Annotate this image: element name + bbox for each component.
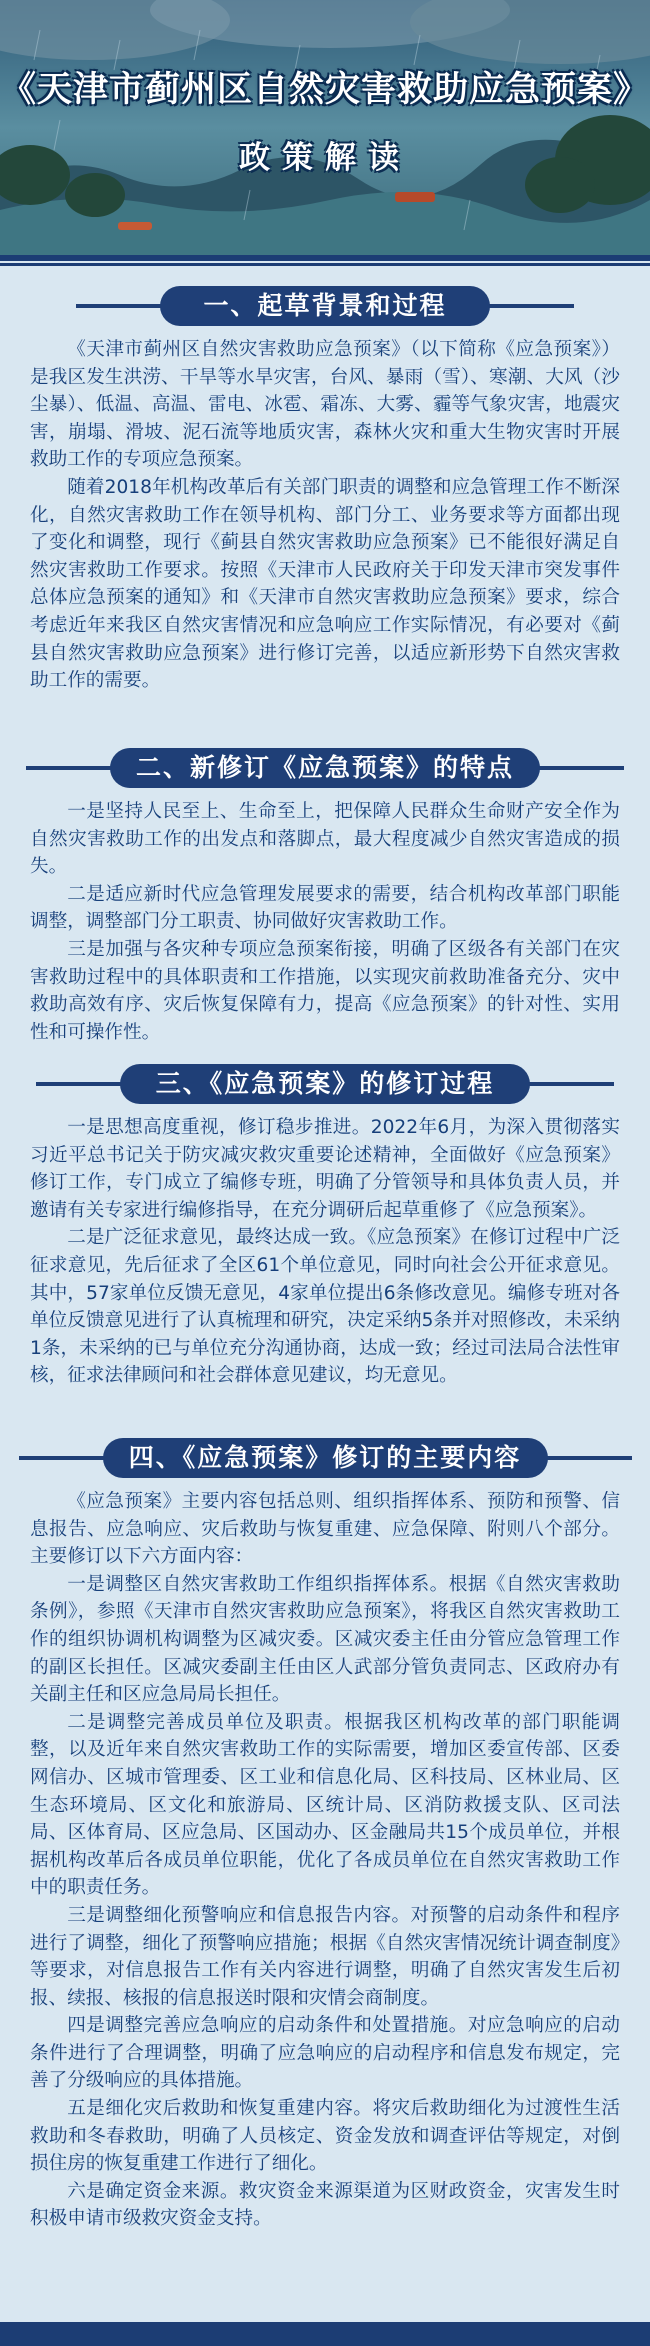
paragraph: 一是调整区自然灾害救助工作组织指挥体系。根据《自然灾害救助条例》，参照《天津市自然灾害救助应急预案》，将我区自然灾害救助工作的组织协调机构调整为区减灾委。区减灾委主任由分管应急管理工作的副区长担任。区减灾委副主任由区人武部分管负责同志、区政府办有关副主任和区应急局局长担任。 <box>30 1573 620 1706</box>
section-heading: 一、起草背景和过程 <box>160 286 490 326</box>
page-title: 《天津市蓟州区自然灾害救助应急预案》 <box>0 70 649 110</box>
paragraph: 二是调整完善成员单位及职责。根据我区机构改革的部门职能调整，以及近年来自然灾害救助工作的实际需要，增加区委宣传部、区委网信办、区城市管理委、区工业和信息化局、区科技局、区林业局、区生态环境局、区文化和旅游局、区统计局、区消防救援支队、区司法局、区体育局、区应急局、区国动办、区金融局共15个成员单位，并根据机构改革后各成员单位职能，优化了各成员单位在自然灾害救助工作中的职责任务。 <box>30 1711 620 1899</box>
paragraph: 三是加强与各灾种专项应急预案衔接，明确了区级各有关部门在灾害救助过程中的具体职责和工作措施，以实现灾前救助准备充分、灾中救助高效有序、灾后恢复保障有力，提高《应急预案》的针对性、实用性和可操作性。 <box>30 938 620 1043</box>
section-features <box>30 748 620 1046</box>
flood-illustration <box>0 0 650 255</box>
paragraph: 随着2018年机构改革后有关部门职责的调整和应急管理工作不断深化，自然灾害救助工作在领导机构、部门分工、业务要求等方面都出现了变化和调整，现行《蓟县自然灾害救助应急预案》已不能很好满足自然灾害救助工作要求。按照《天津市人民政府关于印发天津市突发事件总体应急预案的通知》和《天津市自然灾害救助应急预案》要求，综合考虑近年来我区自然灾害情况和应急响应工作实际情况，有必要对《蓟县自然灾害救助应急预案》进行修订完善，以适应新形势下自然灾害救助工作的需要。 <box>30 476 620 692</box>
paragraph: 六是确定资金来源。救灾资金来源渠道为区财政资金，灾害发生时积极申请市级救灾资金支持。 <box>30 2180 620 2230</box>
paragraph: 一是坚持人民至上、生命至上，把保障人民群众生命财产安全作为自然灾害救助工作的出发点和落脚点，最大程度减少自然灾害造成的损失。 <box>30 801 620 878</box>
section-heading: 二、新修订《应急预案》的特点 <box>110 748 540 788</box>
paragraph: 三是调整细化预警响应和信息报告内容。对预警的启动条件和程序进行了调整，细化了预警响应措施；根据《自然灾害情况统计调查制度》等要求，对信息报告工作有关内容进行调整，明确了自然灾害发生后初报、续报、核报的信息报送时限和灾情会商制度。 <box>30 1904 620 2009</box>
section-heading: 四、《应急预案》修订的主要内容 <box>103 1438 548 1478</box>
section-background <box>30 286 620 695</box>
footer-bar <box>0 2322 650 2346</box>
paragraph: 五是细化灾后救助和恢复重建内容。将灾后救助细化为过渡性生活救助和冬春救助，明确了人员核定、资金发放和调查评估等规定，对倒损住房的恢复重建工作进行了细化。 <box>30 2098 620 2175</box>
paragraph: 《应急预案》主要内容包括总则、组织指挥体系、预防和预警、信息报告、应急响应、灾后救助与恢复重建、应急保障、附则八个部分。主要修订以下六方面内容： <box>30 1491 620 1568</box>
divider <box>0 263 650 266</box>
page-subtitle: 政策解读 <box>239 140 411 176</box>
paragraph: 二是广泛征求意见，最终达成一致。《应急预案》在修订过程中广泛征求意见，先后征求了全区61个单位意见，同时向社会公开征求意见。其中，57家单位反馈无意见，4家单位提出6条修改意见。编修专班对各单位反馈意见进行了认真梳理和研究，决定采纳5条并对照修改，未采纳1条，未采纳的已与单位充分沟通协商，达成一致；经过司法局合法性审核，征求法律顾问和社会群体意见建议，均无意见。 <box>30 1227 620 1387</box>
divider <box>0 255 650 261</box>
paragraph: 《天津市蓟州区自然灾害救助应急预案》（以下简称《应急预案》）是我区发生洪涝、干旱等水旱灾害，台风、暴雨（雪）、寒潮、大风（沙尘暴）、低温、高温、雷电、冰雹、霜冻、大雾、霾等气象灾害，地震灾害，崩塌、滑坡、泥石流等地质灾害，森林火灾和重大生物灾害时开展救助工作的专项应急预案。 <box>30 339 620 471</box>
section-main-content <box>30 1438 620 2233</box>
paragraph: 一是思想高度重视，修订稳步推进。2022年6月，为深入贯彻落实习近平总书记关于防灾减灾救灾重要论述精神，全面做好《应急预案》修订工作，专门成立了编修专班，明确了分管领导和具体负责人员，并邀请有关专家进行编修指导，在充分调研后起草重修了《应急预案》。 <box>30 1117 620 1221</box>
paragraph: 四是调整完善应急响应的启动条件和处置措施。对应急响应的启动条件进行了合理调整，明确了应急响应的启动程序和信息发布规定，完善了分级响应的具体措施。 <box>30 2015 620 2092</box>
paragraph: 二是适应新时代应急管理发展要求的需要，结合机构改革部门职能调整，调整部门分工职责、协同做好灾害救助工作。 <box>30 883 620 933</box>
section-process <box>30 1064 620 1390</box>
hero-banner <box>0 0 650 255</box>
section-heading: 三、《应急预案》的修订过程 <box>120 1064 530 1104</box>
